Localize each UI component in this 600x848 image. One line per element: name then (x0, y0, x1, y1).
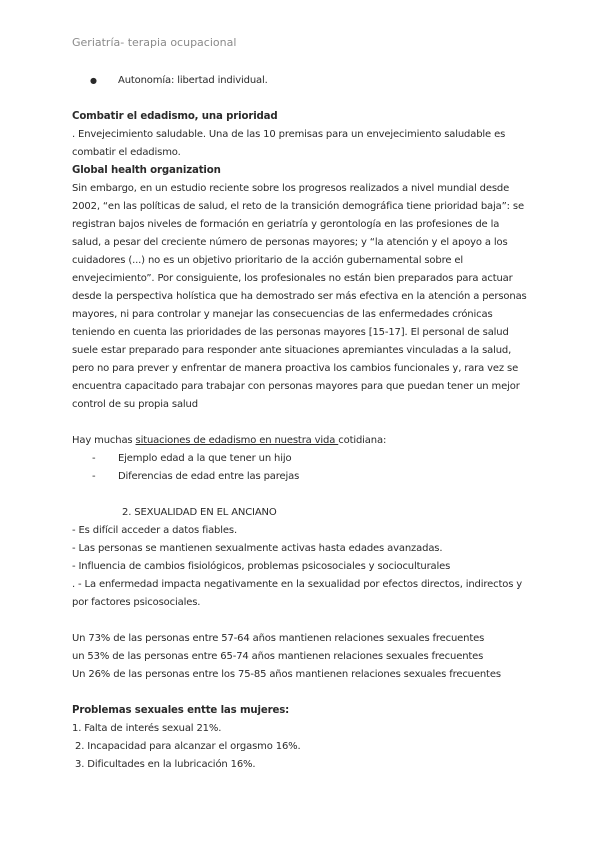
spacer (72, 90, 528, 108)
section-heading-sexualidad: 2. SEXUALIDAD EN EL ANCIANO (122, 507, 277, 518)
list-item: 1. Falta de interés sexual 21%. (72, 723, 222, 734)
spacer (72, 486, 528, 504)
document-body (72, 72, 528, 774)
paragraph-situaciones (72, 432, 528, 450)
paragraph-combatir: . Envejecimiento saludable. Una de las 10 premisas para un envejecimiento saludable es combatir el edadismo. (72, 129, 506, 158)
stat-line: Un 26% de las personas entre los 75-85 años mantienen relaciones sexuales frecuentes (72, 669, 501, 680)
stat-line: un 53% de las personas entre 65-74 años mantienen relaciones sexuales frecuentes (72, 651, 484, 662)
spacer (72, 684, 528, 702)
list-item: . - La enfermedad impacta negativamente en la sexualidad por efectos directos, indirectos y por factores psicosociales. (72, 579, 523, 608)
situaciones-post: cotidiana: (338, 435, 387, 446)
section-heading-problemas: Problemas sexuales entte las mujeres: (72, 705, 290, 716)
section-heading-combatir: Combatir el edadismo, una prioridad (72, 111, 278, 122)
list-item: - Diferencias de edad entre las parejas (72, 468, 528, 486)
list-item: - Las personas se mantienen sexualmente activas hasta edades avanzadas. (72, 543, 443, 554)
bullet-item: ● Autonomía: libertad individual. (72, 72, 528, 90)
list-item: - Ejemplo edad a la que tener un hijo (72, 450, 528, 468)
situaciones-underlined: situaciones de edadismo en nuestra vida (135, 435, 339, 446)
spacer (72, 414, 528, 432)
spacer (72, 612, 528, 630)
list-item: - Influencia de cambios fisiológicos, problemas psicosociales y socioculturales (72, 561, 451, 572)
list-item: 2. Incapacidad para alcanzar el orgasmo 16%. (72, 741, 301, 752)
paragraph-global: Sin embargo, en un estudio reciente sobre los progresos realizados a nivel mundial desde 2002, “en las políticas de salud, el reto de la transición demográfica tiene prioridad baja”: se registran bajos niveles de formación en geriatría y gerontología en las profesiones de la salud, a pesar del creciente número de personas mayores; y “la atención y el apoyo a los cuidadores (...) no es un objetivo prioritario de la acción gubernamental sobre el envejecimiento”. Por consiguiente, los profesionales no están bien preparados para actuar desde la perspectiva holística que ha demostrado ser más efectiva en la atención a personas mayores, ni para controlar y manejar las consecuencias de las enfermedades crónicas teniendo en cuenta las prioridades de las personas mayores [15-17]. El personal de salud suele estar preparado para responder ante situaciones apremiantes vinculadas a la salud, pero no para prever y enfrentar de manera proactiva los cambios funcionales y, rara vez se encuentra capacitado para trabajar con personas mayores para que puedan tener un mejor control de su propia salud (72, 183, 527, 410)
list-item: - Es difícil acceder a datos fiables. (72, 525, 237, 536)
page-header: Geriatría- terapia ocupacional (72, 36, 237, 49)
section-heading-global: Global health organization (72, 165, 221, 176)
situaciones-pre: Hay muchas (72, 435, 136, 446)
list-item: 3. Dificultades en la lubricación 16%. (72, 759, 256, 770)
stat-line: Un 73% de las personas entre 57-64 años mantienen relaciones sexuales frecuentes (72, 633, 485, 644)
